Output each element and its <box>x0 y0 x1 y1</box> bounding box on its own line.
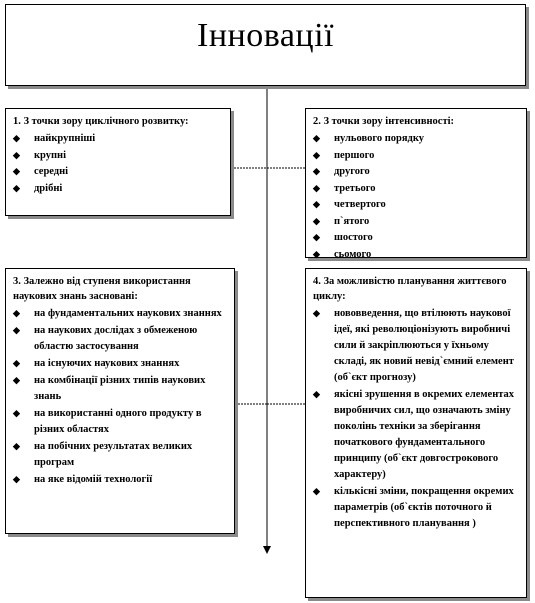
list-item <box>311 230 522 246</box>
list-item <box>311 164 522 180</box>
diamond-bullet-icon: ◆ <box>13 441 20 451</box>
list-item-text: на існуючих наукових знаннях <box>34 358 180 369</box>
list-item <box>311 387 522 483</box>
list-item <box>11 356 230 372</box>
diamond-bullet-icon: ◆ <box>13 166 20 176</box>
title-box <box>5 4 526 86</box>
list-item-text: якісні зрушення в окремих елементах виробничих сил, що означають зміну поколінь техніки за зберігання початкового фундаментального принципу (об`єкт довгострокового характеру) <box>334 389 515 480</box>
diamond-bullet-icon: ◆ <box>13 375 20 385</box>
list-item <box>311 306 522 386</box>
diamond-bullet-icon: ◆ <box>313 389 320 399</box>
list-item-text: на наукових дослідах з обмеженою областю застосування <box>34 325 198 352</box>
list-item <box>11 373 230 405</box>
diamond-bullet-icon: ◆ <box>313 182 320 193</box>
category-box-intensity <box>305 108 527 258</box>
list-item-text: на фундаментальних наукових знаннях <box>34 308 222 319</box>
box-title: 1. З точки зору циклічного розвитку: <box>13 116 189 127</box>
list-item-text: крупні <box>34 149 67 161</box>
list-item-text: п`ятого <box>334 215 370 227</box>
list-item <box>311 214 522 230</box>
list-item <box>11 439 230 471</box>
diamond-bullet-icon: ◆ <box>313 133 320 143</box>
list-item <box>11 406 230 438</box>
diamond-bullet-icon: ◆ <box>13 325 20 335</box>
list-item-text: дрібні <box>34 182 63 194</box>
list-item <box>11 148 226 164</box>
diagram-title: Інновації <box>197 17 334 54</box>
list-item-text: кількісні зміни, покращення окремих параметрів (об`єктів поточного й перспективного планування ) <box>334 486 514 529</box>
diamond-bullet-icon: ◆ <box>313 215 320 226</box>
list-item-text: першого <box>334 149 375 161</box>
diamond-bullet-icon: ◆ <box>13 308 20 318</box>
item-list <box>306 131 526 262</box>
diamond-bullet-icon: ◆ <box>313 232 320 242</box>
item-list <box>6 306 234 488</box>
diamond-bullet-icon: ◆ <box>313 166 320 176</box>
list-item <box>11 181 226 197</box>
category-box-cyclical <box>5 108 231 216</box>
diamond-bullet-icon: ◆ <box>13 474 20 484</box>
list-item <box>11 164 226 180</box>
diamond-bullet-icon: ◆ <box>313 199 320 209</box>
list-item <box>311 247 522 263</box>
diamond-bullet-icon: ◆ <box>313 486 320 496</box>
list-item <box>311 484 522 532</box>
diamond-bullet-icon: ◆ <box>13 408 20 418</box>
list-item-text: третього <box>334 182 376 194</box>
list-item <box>311 131 522 147</box>
list-item <box>11 306 230 322</box>
list-item-text: шостого <box>334 232 373 243</box>
list-item-text: на яке відомій технології <box>34 474 153 485</box>
diamond-bullet-icon: ◆ <box>13 133 20 143</box>
arrow-down-icon <box>263 546 271 554</box>
list-item-text: сьомого <box>334 248 372 260</box>
list-item <box>311 148 522 164</box>
diamond-bullet-icon: ◆ <box>13 182 20 193</box>
list-item-text: найкрупніші <box>34 133 96 144</box>
list-item-text: на побічних результатах великих програм <box>34 441 193 468</box>
list-item-text: середні <box>34 166 69 177</box>
list-item-text: четвертого <box>334 199 386 210</box>
box-title: 2. З точки зору інтенсивності: <box>313 116 455 127</box>
box-title: 4. За можливістю планування життєвого циклу: <box>313 276 507 302</box>
list-item <box>311 181 522 197</box>
diamond-bullet-icon: ◆ <box>313 149 320 160</box>
list-item-text: на комбінації різних типів наукових знань <box>34 375 206 402</box>
diamond-bullet-icon: ◆ <box>313 248 320 259</box>
item-list <box>6 131 230 196</box>
list-item <box>11 323 230 355</box>
list-item-text: другого <box>334 166 370 177</box>
item-list <box>306 306 526 532</box>
list-item-text: нульового порядку <box>334 133 424 144</box>
category-box-scientific-knowledge <box>5 268 235 534</box>
list-item-text: нововведення, що втілюють наукової ідеї, які революціонізують виробничі сили й закріплюються у їхньому складі, як новий невід`ємний елемент (об`єкт прогнозу) <box>334 308 514 383</box>
diamond-bullet-icon: ◆ <box>313 308 320 318</box>
box-title: 3. Залежно від ступеня використання наукових знань засновані: <box>13 276 191 302</box>
list-item <box>11 472 230 488</box>
list-item-text: на використанні одного продукту в різних областях <box>34 408 202 435</box>
category-box-lifecycle-planning <box>305 268 527 598</box>
list-item <box>11 131 226 147</box>
list-item <box>311 197 522 213</box>
diamond-bullet-icon: ◆ <box>13 358 20 368</box>
diamond-bullet-icon: ◆ <box>13 149 20 160</box>
